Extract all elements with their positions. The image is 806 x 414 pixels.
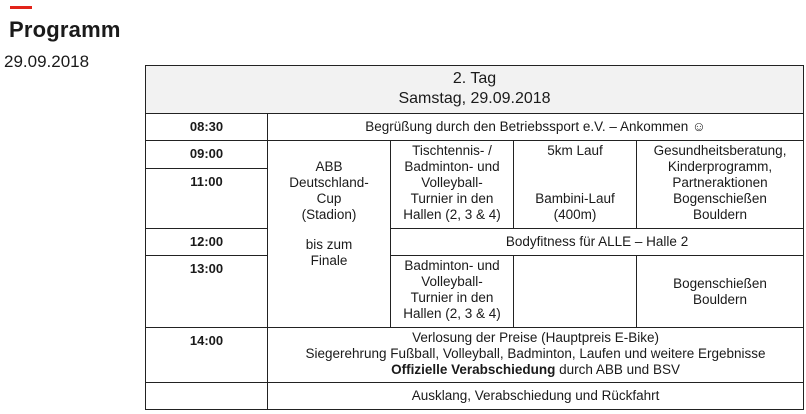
run-line: 5km Lauf [547,143,603,158]
table-row [146,141,804,169]
day-date: Samstag, 29.09.2018 [398,90,551,107]
bad-line: Turnier in den [410,290,494,305]
tischtennis-cell [391,141,514,229]
day-header [146,66,804,114]
badminton-cell [391,256,514,328]
abb-cup-line: Finale [310,253,348,268]
time-0900: 09:00 [146,141,268,169]
tt-line: Volleyball- [421,175,483,190]
time-1300: 13:00 [146,256,268,328]
abb-cup-cell [268,141,391,328]
awards-cell [268,328,804,383]
abb-cup-line: bis zum [305,237,353,252]
time-1400: 14:00 [146,328,268,383]
table-header-row [146,66,804,114]
welcome-cell: Begrüßung durch den Betriebssport e.V. – Ankommen ☺ [268,114,804,141]
time-1200: 12:00 [146,229,268,256]
bodyfitness-cell: Bodyfitness für ALLE – Halle 2 [391,229,804,256]
farewell-rest: durch ABB und BSV [555,362,680,377]
page-title: Programm [9,17,121,42]
abb-cup-line: Cup [316,191,342,206]
bad-line: Badminton- und [404,258,500,273]
health-line: Partneraktionen [672,175,768,190]
bad-line: Volleyball- [421,274,483,289]
health-line: Bogenschießen [673,191,767,206]
bad-line: Hallen (2, 3 & 4) [403,306,501,321]
time-0830: 08:30 [146,114,268,141]
run-line: Bambini-Lauf [535,191,615,206]
table-row [146,383,804,410]
health-line: Bouldern [693,207,748,222]
tt-line: Tischtennis- / [412,143,492,158]
bog-line: Bogenschießen [673,275,767,291]
schedule-table [145,65,804,410]
accent-bar [10,6,32,9]
table-row [146,114,804,141]
awards-line: Siegerehrung Fußball, Volleyball, Badminton, Laufen und weitere Ergebnisse [305,346,766,361]
abb-cup-line: ABB [315,159,343,174]
day-heading: 2. Tag [452,70,497,87]
tt-line: Badminton- und [404,159,500,174]
table-row [146,256,804,328]
abb-cup-line: Deutschland- [289,175,369,190]
health-line: Kinderprogramm, [667,159,773,174]
page-date: 29.09.2018 [4,52,90,71]
awards-line [271,362,800,378]
awards-line: Verlosung der Preise (Hauptpreis E-Bike) [412,330,659,345]
table-row [146,328,804,383]
empty-cell [514,256,637,328]
time-1100: 11:00 [146,169,268,229]
run-line: (400m) [553,207,597,222]
bog-line: Bouldern [693,291,748,307]
gesundheit-cell [637,141,804,229]
tt-line: Turnier in den [410,191,494,206]
abb-cup-line: (Stadion) [301,207,357,222]
lauf-cell [514,141,637,229]
bogenschiessen-cell [637,256,804,328]
health-line: Gesundheitsberatung, [653,143,787,158]
farewell-bold: Offizielle Verabschiedung [391,362,556,377]
tt-line: Hallen (2, 3 & 4) [403,207,501,222]
table-row [146,229,804,256]
empty-time-cell [146,383,268,410]
closing-cell: Ausklang, Verabschiedung und Rückfahrt [268,383,804,410]
